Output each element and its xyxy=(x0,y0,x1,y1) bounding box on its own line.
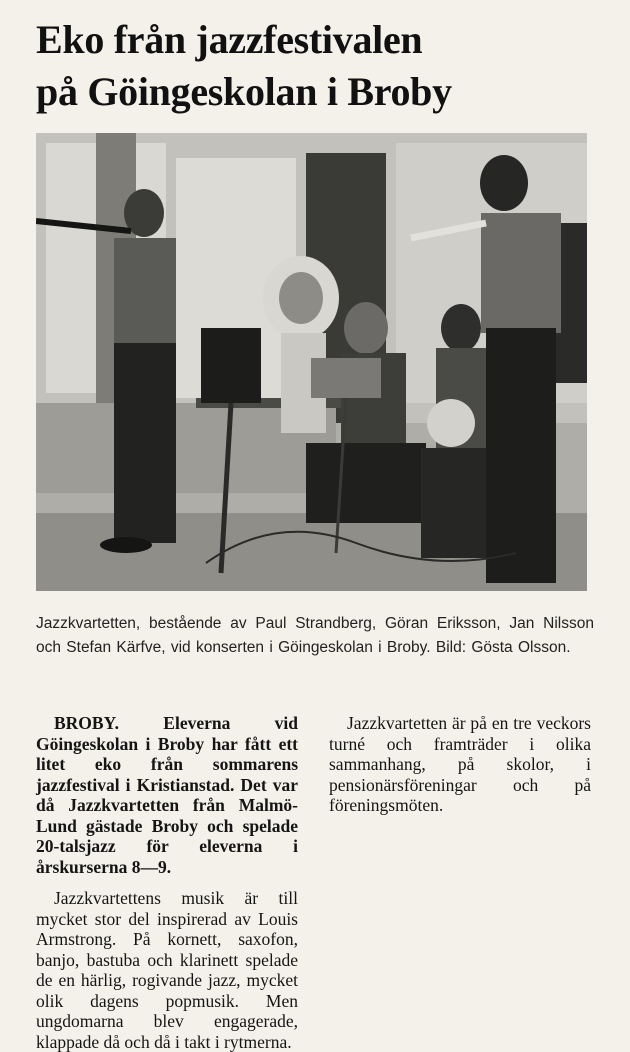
photo-caption: Jazzkvartetten, bestående av Paul Strandberg, Göran Eriksson, Jan Nilsson och Stefan Kärfve, vid konserten i Göingeskolan i Broby. Bild: Gösta Olsson. xyxy=(36,615,594,656)
article-column-left xyxy=(36,713,298,1052)
headline-line-1: Eko från jazzfestivalen xyxy=(36,17,423,62)
headline xyxy=(36,14,616,118)
band-photo-icon xyxy=(36,133,587,591)
body-paragraph-1: Jazzkvartettens musik är till mycket stor del inspirerad av Louis Armstrong. På kornett, saxofon, banjo, bastuba och klarinett spelade de en härlig, rogivande jazz, mycket olik dagens popmusik. Men ungdomarna blev engagerade, klappade då och då i takt i rytmerna. xyxy=(36,888,298,1052)
dateline: BROBY. xyxy=(54,713,120,733)
body-paragraph-2: Jazzkvartetten är på en tre veckors turné och framträder i olika sammanhang, på skolor, i pensionärsföreningar och på föreningsmöten. xyxy=(329,713,591,815)
headline-line-2: på Göingeskolan i Broby xyxy=(36,69,452,114)
lead-paragraph xyxy=(36,713,298,877)
band-photo xyxy=(36,133,587,591)
lead-text: Eleverna vid Göingeskolan i Broby har fått ett litet eko från sommarens jazzfestival i Kristianstad. Det var då Jazzkvartetten från Malmö-Lund gästade Broby och spelade 20-talsjazz för eleverna i årskurserna 8—9. xyxy=(36,713,298,877)
article-column-right xyxy=(329,713,591,816)
